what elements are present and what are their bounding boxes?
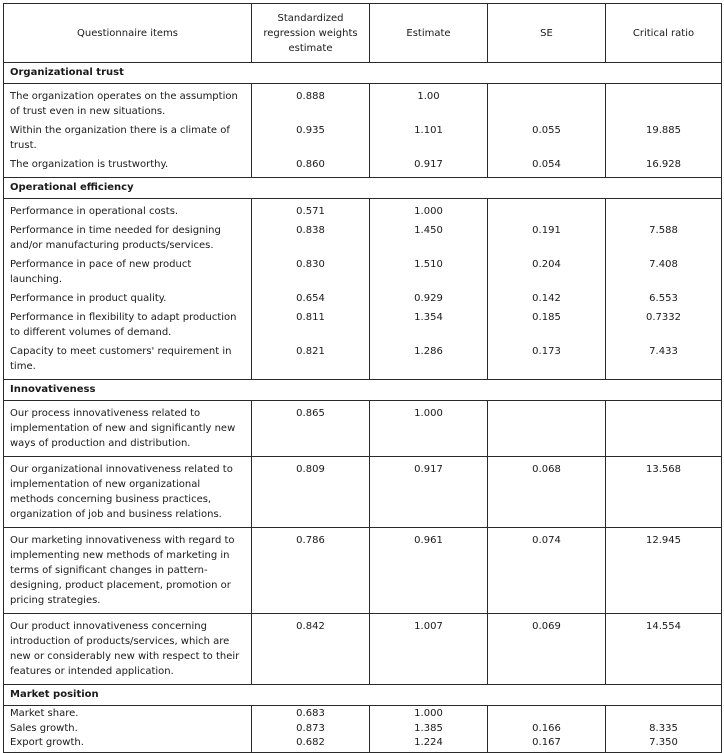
se-cell: 0.142 (488, 287, 606, 306)
section-header-row (4, 685, 722, 706)
table-row (4, 528, 722, 614)
se-cell (488, 84, 606, 120)
std-weight-cell (252, 706, 370, 753)
estimate-cell: 1.007 (370, 614, 488, 685)
header-critical-ratio: Critical ratio (606, 4, 722, 63)
stacked-value: 0.682 (296, 737, 325, 748)
estimate-cell: 1.450 (370, 219, 488, 253)
stacked-value: Sales growth. (10, 722, 78, 734)
std-weight-cell: 0.830 (252, 253, 370, 287)
section-title: Innovativeness (4, 380, 722, 401)
std-weight-cell: 0.811 (252, 306, 370, 340)
critical-ratio-cell: 14.554 (606, 614, 722, 685)
estimate-cell: 1.101 (370, 119, 488, 153)
results-table-container (3, 3, 721, 753)
header-se: SE (488, 4, 606, 63)
item-cell: Within the organization there is a climate of trust. (4, 119, 252, 153)
se-cell: 0.185 (488, 306, 606, 340)
se-cell (488, 706, 606, 753)
table-row (4, 457, 722, 528)
critical-ratio-cell (606, 84, 722, 120)
stacked-value: 0.873 (296, 722, 325, 734)
se-cell: 0.054 (488, 153, 606, 178)
table-row (4, 119, 722, 153)
std-weight-cell: 0.654 (252, 287, 370, 306)
table-row (4, 199, 722, 220)
table-row (4, 614, 722, 685)
item-cell: The organization is trustworthy. (4, 153, 252, 178)
stacked-value: 7.350 (649, 737, 678, 748)
table-row (4, 253, 722, 287)
table-row (4, 287, 722, 306)
header-estimate: Estimate (370, 4, 488, 63)
header-standardized-weights: Standardized regression weights estimate (252, 4, 370, 63)
std-weight-cell: 0.888 (252, 84, 370, 120)
section-header-row (4, 63, 722, 84)
critical-ratio-cell: 7.408 (606, 253, 722, 287)
stacked-value (612, 707, 715, 722)
table-row (4, 306, 722, 340)
critical-ratio-cell: 0.7332 (606, 306, 722, 340)
stacked-value: 1.385 (414, 722, 443, 734)
se-cell (488, 401, 606, 457)
item-cell: Capacity to meet customers' requirement in time. (4, 340, 252, 380)
std-weight-cell: 0.935 (252, 119, 370, 153)
stacked-value: 0.683 (296, 708, 325, 719)
table-row (4, 84, 722, 120)
header-row (4, 4, 722, 63)
std-weight-cell: 0.842 (252, 614, 370, 685)
estimate-cell: 0.917 (370, 457, 488, 528)
item-cell: Our marketing innovativeness with regard to implementing new methods of marketing in terms of significant changes in pattern-designing, product placement, promotion or pricing strategies. (4, 528, 252, 614)
std-weight-cell: 0.865 (252, 401, 370, 457)
std-weight-cell: 0.821 (252, 340, 370, 380)
stacked-value: Export growth. (10, 737, 84, 748)
item-cell: Our process innovativeness related to implementation of new and significantly new ways of production and distribution. (4, 401, 252, 457)
critical-ratio-cell: 19.885 (606, 119, 722, 153)
section-header-row (4, 380, 722, 401)
critical-ratio-cell: 7.588 (606, 219, 722, 253)
header-questionnaire-items: Questionnaire items (4, 4, 252, 63)
table-body (4, 63, 722, 753)
table-row (4, 340, 722, 380)
estimate-cell: 1.510 (370, 253, 488, 287)
item-cell: The organization operates on the assumption of trust even in new situations. (4, 84, 252, 120)
critical-ratio-cell: 16.928 (606, 153, 722, 178)
std-weight-cell: 0.809 (252, 457, 370, 528)
std-weight-cell: 0.838 (252, 219, 370, 253)
estimate-cell: 1.354 (370, 306, 488, 340)
estimate-cell: 1.000 (370, 401, 488, 457)
estimate-cell: 0.917 (370, 153, 488, 178)
stacked-value: Market share. (10, 708, 79, 719)
estimate-cell: 1.286 (370, 340, 488, 380)
section-title: Operational efficiency (4, 178, 722, 199)
std-weight-cell: 0.860 (252, 153, 370, 178)
stacked-value: 0.166 (532, 722, 561, 734)
item-cell: Performance in operational costs. (4, 199, 252, 220)
table-row (4, 153, 722, 178)
critical-ratio-cell: 12.945 (606, 528, 722, 614)
se-cell: 0.173 (488, 340, 606, 380)
stacked-value: 8.335 (649, 722, 678, 734)
stacked-value: 1.000 (414, 708, 443, 719)
se-cell (488, 199, 606, 220)
estimate-cell: 1.00 (370, 84, 488, 120)
estimate-cell: 0.961 (370, 528, 488, 614)
std-weight-cell: 0.571 (252, 199, 370, 220)
table-row (4, 401, 722, 457)
stacked-value: 1.224 (414, 737, 443, 748)
stacked-value: 0.167 (532, 737, 561, 748)
section-header-row (4, 178, 722, 199)
item-cell: Our product innovativeness concerning introduction of products/services, which are new or considerably new with respect to their features or intended application. (4, 614, 252, 685)
table-row (4, 706, 722, 753)
std-weight-cell: 0.786 (252, 528, 370, 614)
regression-results-table (3, 3, 722, 753)
item-cell: Performance in flexibility to adapt production to different volumes of demand. (4, 306, 252, 340)
item-cell: Performance in product quality. (4, 287, 252, 306)
estimate-cell: 1.000 (370, 199, 488, 220)
critical-ratio-cell: 7.433 (606, 340, 722, 380)
se-cell: 0.204 (488, 253, 606, 287)
se-cell: 0.055 (488, 119, 606, 153)
estimate-cell (370, 706, 488, 753)
item-cell: Performance in pace of new product launching. (4, 253, 252, 287)
item-cell (4, 706, 252, 753)
table-row (4, 219, 722, 253)
se-cell: 0.074 (488, 528, 606, 614)
se-cell: 0.191 (488, 219, 606, 253)
critical-ratio-cell: 13.568 (606, 457, 722, 528)
critical-ratio-cell (606, 199, 722, 220)
section-title: Organizational trust (4, 63, 722, 84)
estimate-cell: 0.929 (370, 287, 488, 306)
item-cell: Our organizational innovativeness related to implementation of new organizational methods concerning business practices, organization of job and business relations. (4, 457, 252, 528)
se-cell: 0.069 (488, 614, 606, 685)
section-title: Market position (4, 685, 722, 706)
item-cell: Performance in time needed for designing and/or manufacturing products/services. (4, 219, 252, 253)
stacked-value (494, 707, 599, 722)
critical-ratio-cell (606, 401, 722, 457)
critical-ratio-cell (606, 706, 722, 753)
critical-ratio-cell: 6.553 (606, 287, 722, 306)
se-cell: 0.068 (488, 457, 606, 528)
